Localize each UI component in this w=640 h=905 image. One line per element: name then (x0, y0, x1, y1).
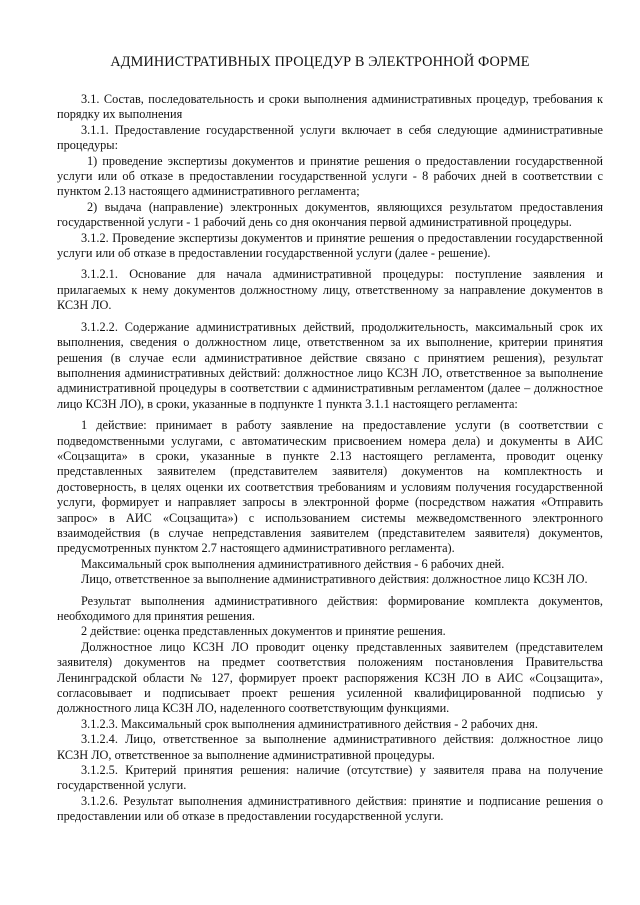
paragraph-3-1-2-4: 3.1.2.4. Лицо, ответственное за выполнение административного действия: должностное лицо КСЗН ЛО, ответственное за выполнение административной процедуры. (57, 732, 603, 762)
paragraph-action-2: 2 действие: оценка представленных документов и принятие решения. (81, 624, 446, 639)
paragraph-action-1: 1 действие: принимает в работу заявление на предоставление услуги (в соответствии с подведомственными услугами, с автоматическим присвоением номера дела) и документы в АИС «Соцзащита» в сроки, указанные в пункте 2.13 настоящего регламента, проводит оценку представленных заявителем (представителем заявителя) документов на комплектность и достоверность, в целях оценки их соответствия требованиям и условиям получения государственной услуги, формирует и направляет запросы в электронной форме (посредством нажатия «Отправить запрос» в АИС «Соцзащита») с использованием системы межведомственного электронного взаимодействия (в случае непредставления заявителем (представителем заявителя) документов, предусмотренных пунктом 2.7 настоящего административного регламента). (57, 418, 603, 556)
paragraph-3-1-1: 3.1.1. Предоставление государственной услуги включает в себя следующие административные процедуры: (57, 122, 603, 153)
paragraph-procedure-1: 1) проведение экспертизы документов и принятие решения о предоставлении государственной услуги или об отказе в предоставлении государственной услуги - 8 рабочих дней в соответствии с пунктом 2.13 настоящего административного регламента; (57, 153, 603, 199)
page-title: АДМИНИСТРАТИВНЫХ ПРОЦЕДУР В ЭЛЕКТРОННОЙ ФОРМЕ (110, 54, 530, 70)
paragraph-3-1-2: 3.1.2. Проведение экспертизы документов и принятие решения о предоставлении государственной услуги или об отказе в предоставлении государственной услуги (далее - решение). (57, 230, 603, 261)
paragraph-3-1-2-2: 3.1.2.2. Содержание административных действий, продолжительность, максимальный срок их выполнения, сведения о должностном лице, ответственном за их выполнение, критерии принятия решения (в случае если административное действие связано с принятием решения), результат выполнения административных действий: должностное лицо КСЗН ЛО, ответственное за выполнение административной процедуры в соответствии с административным регламентом (далее – должностное лицо КСЗН ЛО), в сроки, указанные в подпункте 1 пункта 3.1.1 настоящего регламента: (57, 319, 603, 411)
paragraph-3-1-2-1: 3.1.2.1. Основание для начала административной процедуры: поступление заявления и прилагаемых к нему документов должностному лицу, ответственному за направление документов в КСЗН ЛО. (57, 267, 603, 313)
paragraph-3-1-2-6: 3.1.2.6. Результат выполнения административного действия: принятие и подписание решения о предоставлении или об отказе в предоставлении государственной услуги. (57, 793, 603, 824)
paragraph-assessment: Должностное лицо КСЗН ЛО проводит оценку представленных заявителем (представителем заявителя) документов на предмет соответствия положениям постановления Правительства Ленинградской области № 127, формирует проект распоряжения КСЗН ЛО в АИС «Соцзащита», согласовывает и подписывает проект решения усиленной квалифицированной подписью у должностного лица КСЗН ЛО, наделенного соответствующим функциями. (57, 639, 603, 716)
paragraph-responsible-1: Лицо, ответственное за выполнение административного действия: должностное лицо КСЗН ЛО. (81, 572, 588, 587)
paragraph-3-1-2-3: 3.1.2.3. Максимальный срок выполнения административного действия - 2 рабочих дня. (81, 716, 538, 731)
paragraph-max-term-6: Максимальный срок выполнения административного действия - 6 рабочих дней. (81, 556, 505, 571)
paragraph-result-1: Результат выполнения административного действия: формирование комплекта документов, необходимого для принятия решения. (57, 593, 603, 623)
paragraph-procedure-2: 2) выдача (направление) электронных документов, являющихся результатом предоставления государственной услуги - 1 рабочий день со дня окончания первой административной процедуры. (57, 199, 603, 230)
paragraph-3-1-2-5: 3.1.2.5. Критерий принятия решения: наличие (отсутствие) у заявителя права на получение государственной услуги. (57, 763, 603, 793)
paragraph-3-1: 3.1. Состав, последовательность и сроки выполнения административных процедур, требования к порядку их выполнения (57, 92, 603, 122)
document-body (57, 92, 603, 825)
